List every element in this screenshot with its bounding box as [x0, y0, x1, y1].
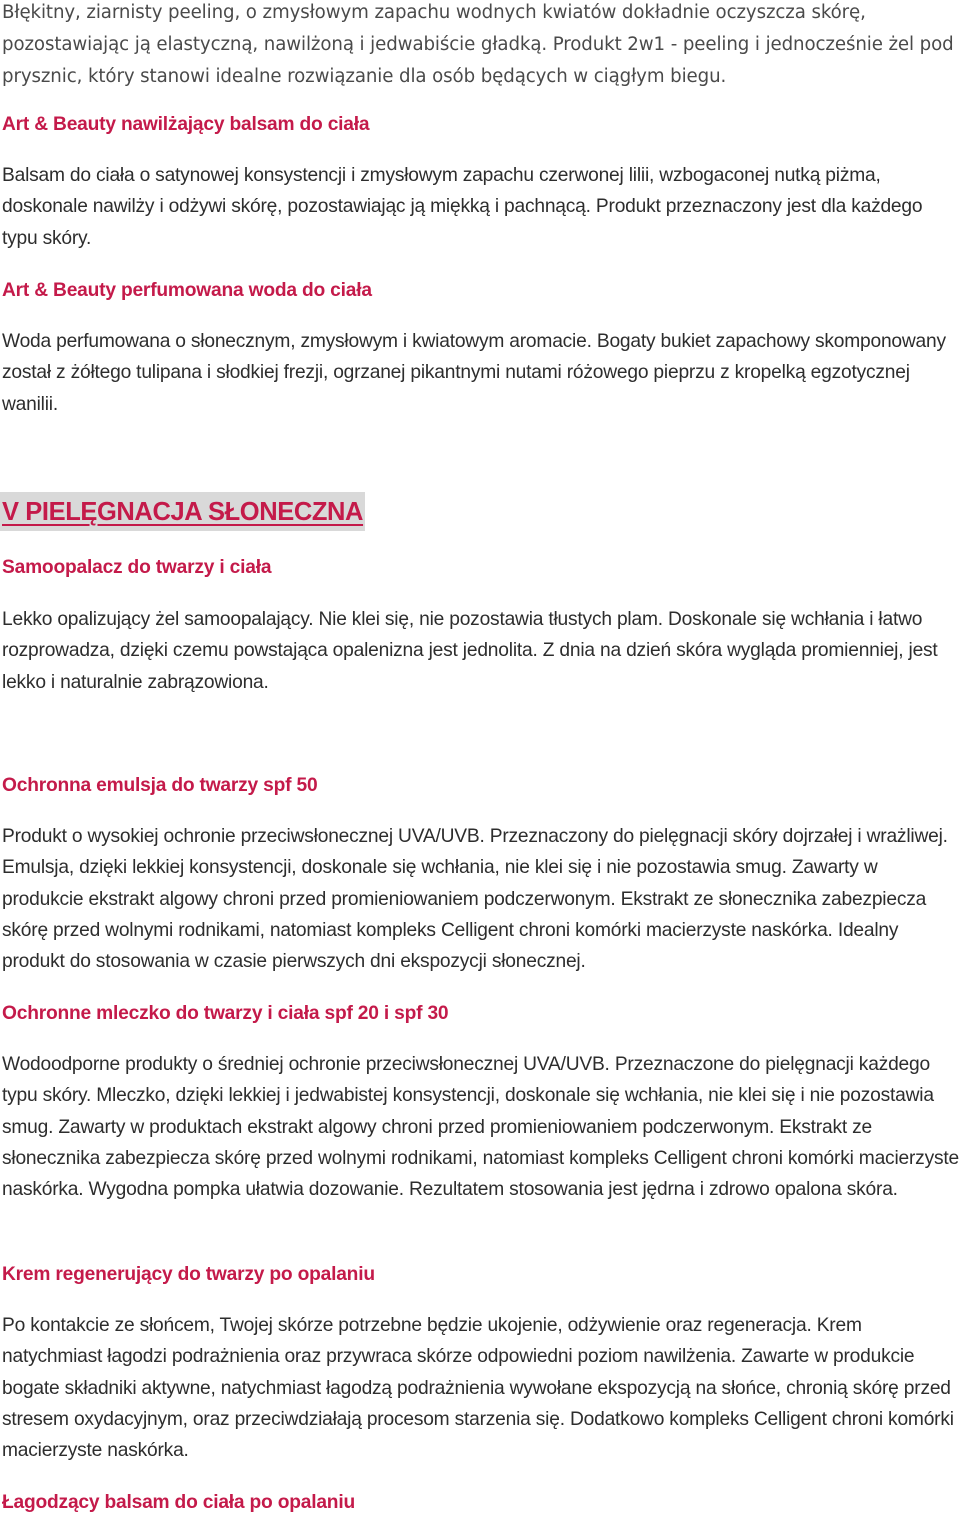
product-description-mleczko: Wodoodporne produkty o średniej ochronie przeciwsłonecznej UVA/UVB. Przeznaczone do pielęgnacji każdego typu skóry. Mleczko, dzięki lekkiej i jedwabistej konsystencji, doskonale się wchłania, nie klei się i nie pozostawia smug. Zawarty w produktach ekstrakt algowy chroni przed promieniowaniem podczerwonym. Ekstrakt ze słonecznika zabezpiecza skórę przed wolnymi rodnikami, natomiast kompleks Celligent chroni komórki macierzyste naskórka. Wygodna pompka ułatwia dozowanie. Rezultatem stosowania jest jędrna i zdrowo opalona skóra.: [2, 1054, 959, 1201]
product-heading-lagodzacy-balsam: Łagodzący balsam do ciała po opalaniu: [2, 1492, 355, 1513]
product-description-woda: Woda perfumowana o słonecznym, zmysłowym i kwiatowym aromacie. Bogaty bukiet zapachowy skomponowany został z żółtego tulipana i słodkiej frezji, ogrzanej pikantnymi nutami różowego pieprzu z kropelką egzotycznej wanilii.: [2, 331, 946, 415]
product-heading-woda: Art & Beauty perfumowana woda do ciała: [2, 280, 372, 301]
product-description-krem: Po kontakcie ze słońcem, Twojej skórze potrzebne będzie ukojenie, odżywienie oraz regeneracja. Krem natychmiast łagodzi podrażnienia oraz przywraca skórze odpowiedni poziom nawilżenia. Zawarte w produkcie bogate składniki aktywne, natychmiast łagodzą podrażnienia wywołane ekspozycją na słońce, chronią skórę przed stresem oxydacyjnym, oraz przeciwdziałają procesom starzenia się. Dodatkowo kompleks Celligent chroni komórki macierzyste naskórka.: [2, 1315, 954, 1462]
product-heading-emulsja: Ochronna emulsja do twarzy spf 50: [2, 775, 318, 796]
product-heading-balsam: Art & Beauty nawilżający balsam do ciała: [2, 114, 370, 135]
product-heading-krem: Krem regenerujący do twarzy po opalaniu: [2, 1264, 375, 1285]
product-heading-samoopalacz: Samoopalacz do twarzy i ciała: [2, 557, 272, 578]
product-heading-mleczko: Ochronne mleczko do twarzy i ciała spf 20 i spf 30: [2, 1003, 449, 1024]
product-description-emulsja: Produkt o wysokiej ochronie przeciwsłonecznej UVA/UVB. Przeznaczony do pielęgnacji skóry dojrzałej i wrażliwej. Emulsja, dzięki lekkiej konsystencji, doskonale się wchłania, nie klei się i nie pozostawia smug. Zawarty w produkcie ekstrakt algowy chroni przed promieniowaniem podczerwonym. Ekstrakt ze słonecznika zabezpiecza skórę przed wolnymi rodnikami, natomiast kompleks Celligent chroni komórki macierzyste naskórka. Idealny produkt do stosowania w czasie pierwszych dni ekspozycji słonecznej.: [2, 826, 948, 973]
intro-paragraph: Błękitny, ziarnisty peeling, o zmysłowym zapachu wodnych kwiatów dokładnie oczyszcza skórę, pozostawiając ją elastyczną, nawilżoną i jedwabiście gładką. Produkt 2w1 - peeling i jednocześnie żel pod prysznic, który stanowi idealne rozwiązanie dla osób będących w ciągłym biegu.: [2, 2, 954, 87]
section-heading-sun-care: V PIELĘGNACJA SŁONECZNA: [0, 492, 365, 531]
product-description-balsam: Balsam do ciała o satynowej konsystencji i zmysłowym zapachu czerwonej lilii, wzbogaconej nutką piżma, doskonale nawilży i odżywi skórę, pozostawiając ją miękką i pachnącą. Produkt przeznaczony jest dla każdego typu skóry.: [2, 165, 923, 249]
product-description-samoopalacz: Lekko opalizujący żel samoopalający. Nie klei się, nie pozostawia tłustych plam. Doskonale się wchłania i łatwo rozprowadza, dzięki czemu powstająca opalenizna jest jednolita. Z dnia na dzień skóra wygląda promienniej, jest lekko i naturalnie zabrązowiona.: [2, 609, 938, 693]
